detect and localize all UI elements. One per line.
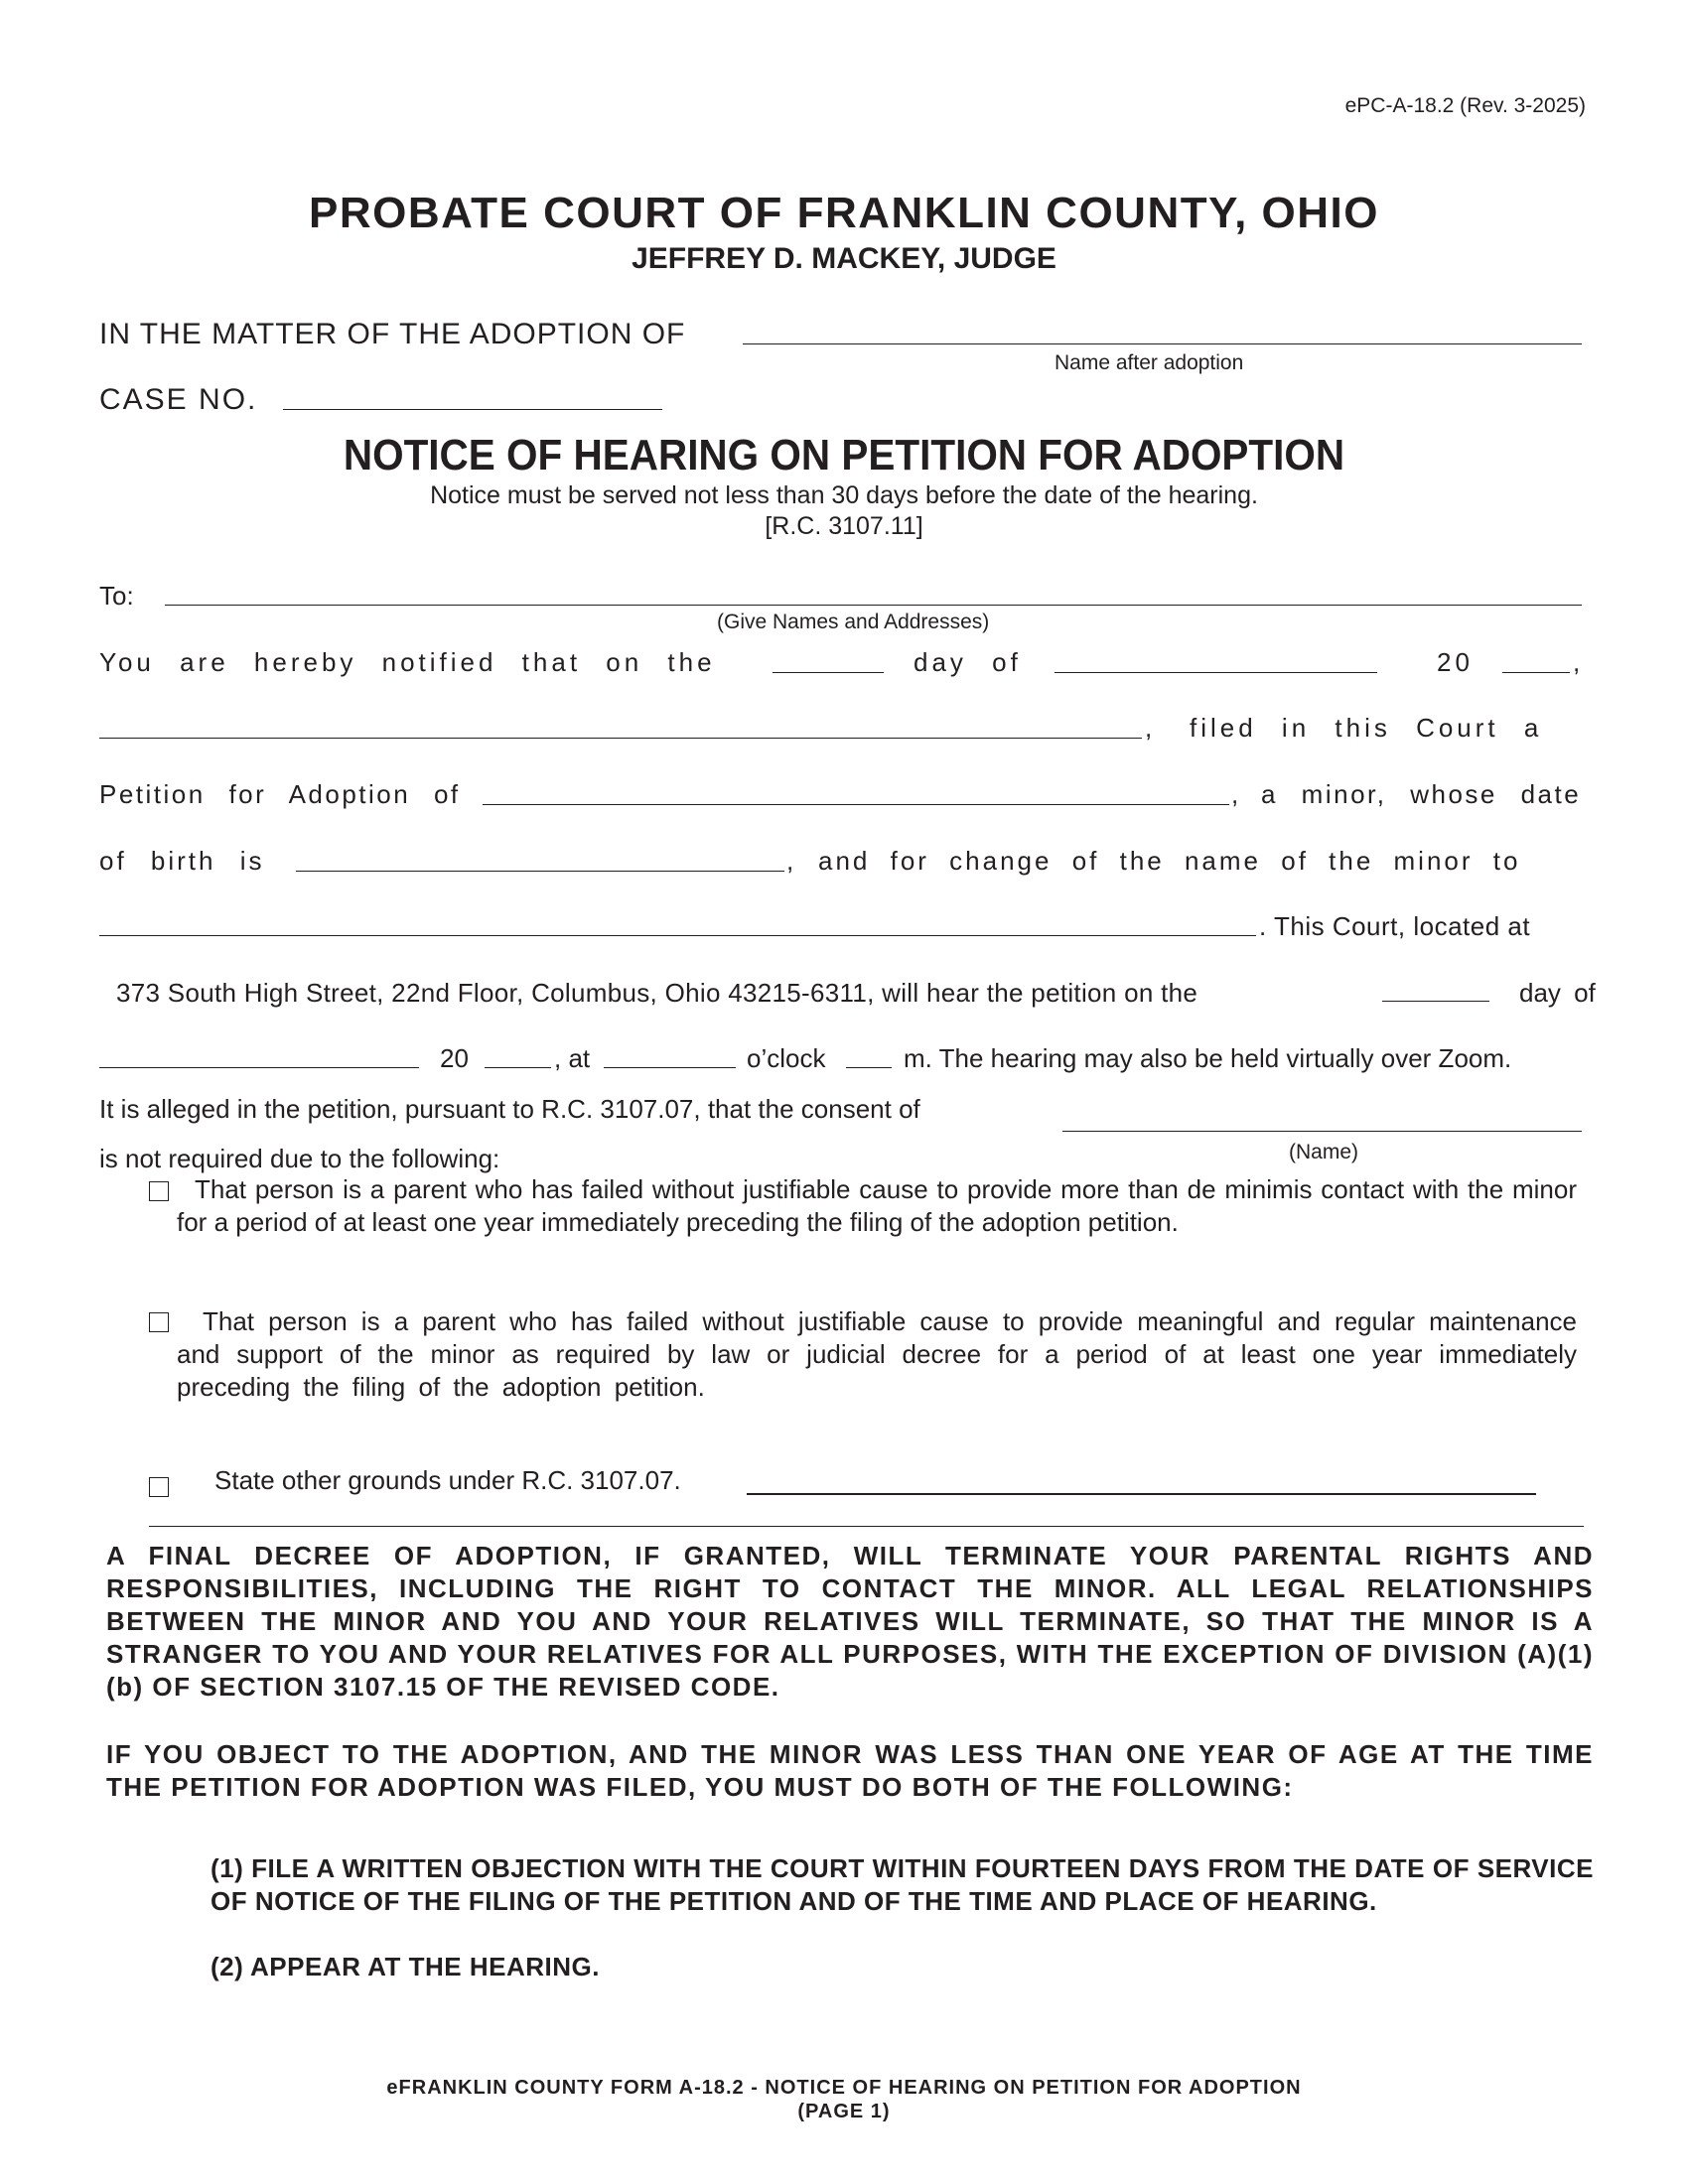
form-footer: eFRANKLIN COUNTY FORM A-18.2 - NOTICE OF HEARING ON PETITION FOR ADOPTION: [386, 2077, 1302, 2099]
ground-2-text: That person is a parent who has failed without justifiable cause to provide meaningful and regular maintenance and support of the minor as required by law or judicial decree for a period of at least one year immediately preceding the filing of the adoption petition.: [177, 1306, 1577, 1402]
notice-day-of: day of: [914, 647, 1022, 677]
adoption-name-field[interactable]: [743, 343, 1582, 344]
hearing-ampm-field[interactable]: [846, 1067, 892, 1068]
notice-line-4: of birth is: [99, 846, 265, 876]
ground-2-checkbox[interactable]: [149, 1312, 169, 1332]
ground-1-checkbox[interactable]: [149, 1181, 169, 1201]
ground-3-checkbox[interactable]: [149, 1477, 169, 1497]
form-id: ePC-A-18.2 (Rev. 3-2025): [1344, 94, 1586, 117]
notice-line-4b: and for change of the name of the minor to: [818, 846, 1521, 876]
hearing-at: , at: [554, 1043, 591, 1073]
minor-name-field[interactable]: [483, 804, 1229, 805]
notice-line-3b: a minor, whose date: [1261, 779, 1582, 809]
court-name: PROBATE COURT OF FRANKLIN COUNTY, OHIO: [309, 189, 1379, 237]
matter-label: IN THE MATTER OF THE ADOPTION OF: [99, 318, 686, 350]
form-subtitle: Notice must be served not less than 30 days before the date of the hearing.: [430, 481, 1258, 509]
consent-name-caption: (Name): [1289, 1141, 1359, 1163]
notice-day-field[interactable]: [773, 672, 884, 673]
notice-line-1: You are hereby notified that on the: [99, 647, 716, 677]
objection-step-2: (2) APPEAR AT THE HEARING.: [211, 1952, 600, 1981]
hearing-time-field[interactable]: [604, 1067, 736, 1068]
hearing-zoom-note: m. The hearing may also be held virtually over Zoom.: [904, 1043, 1512, 1073]
notice-year-field[interactable]: [1502, 672, 1570, 673]
judge-name: JEFFREY D. MACKEY, JUDGE: [632, 242, 1056, 275]
court-address: 373 South High Street, 22nd Floor, Columbus, Ohio 43215-6311, will hear the petition on the: [116, 978, 1198, 1008]
objection-step-1: (1) FILE A WRITTEN OBJECTION WITH THE COURT WITHIN FOURTEEN DAYS FROM THE DATE OF SERVICE OF NOTICE OF THE FILING OF THE PETITION AND OF THE TIME AND PLACE OF HEARING.: [211, 1853, 1594, 1916]
notice-month-field[interactable]: [1055, 672, 1377, 673]
ground-3-text: State other grounds under R.C. 3107.07.: [214, 1465, 681, 1495]
objection-warning: IF YOU OBJECT TO THE ADOPTION, AND THE MINOR WAS LESS THAN ONE YEAR OF AGE AT THE TIME THE PETITION FOR ADOPTION WAS FILED, YOU MUST DO BOTH OF THE FOLLOWING:: [106, 1739, 1594, 1802]
hearing-day-field[interactable]: [1382, 1001, 1489, 1002]
statute-reference: [R.C. 3107.11]: [765, 512, 923, 540]
hearing-year-field[interactable]: [485, 1067, 551, 1068]
divider-line: [149, 1526, 1584, 1527]
notice-comma-1: ,: [1573, 647, 1581, 677]
consent-name-field[interactable]: [1062, 1131, 1582, 1132]
matter-caption: Name after adoption: [1055, 351, 1244, 374]
consent-allegation: It is alleged in the petition, pursuant to R.C. 3107.07, that the consent of: [99, 1094, 920, 1124]
minor-comma: ,: [1231, 779, 1239, 809]
notice-year-prefix: 20: [1437, 647, 1474, 677]
notice-line-3: Petition for Adoption of: [99, 779, 461, 809]
filer-comma: ,: [1145, 713, 1153, 743]
new-name-field[interactable]: [99, 935, 1256, 936]
notice-line-2: filed in this Court a: [1190, 713, 1543, 743]
recipients-caption: (Give Names and Addresses): [717, 611, 990, 633]
not-required-text: is not required due to the following:: [99, 1144, 500, 1173]
birth-date-field[interactable]: [296, 871, 784, 872]
to-label: To:: [99, 581, 134, 611]
form-title: NOTICE OF HEARING ON PETITION FOR ADOPTION: [343, 431, 1345, 479]
other-grounds-field[interactable]: [747, 1493, 1536, 1495]
hearing-day-of: day of: [1519, 978, 1596, 1008]
notice-line-5: . This Court, located at: [1259, 911, 1531, 941]
hearing-month-field[interactable]: [99, 1067, 419, 1068]
case-number-field[interactable]: [283, 409, 662, 410]
hearing-year-prefix: 20: [440, 1043, 469, 1073]
recipients-field[interactable]: [165, 605, 1582, 606]
hearing-oclock: o’clock: [747, 1043, 826, 1073]
ground-1-text: That person is a parent who has failed without justifiable cause to provide more than de minimis contact with the minor for a period of at least one year immediately preceding the filing of the adoption petition.: [177, 1174, 1577, 1237]
termination-warning: A FINAL DECREE OF ADOPTION, IF GRANTED, WILL TERMINATE YOUR PARENTAL RIGHTS AND RESPONSIBILITIES, INCLUDING THE RIGHT TO CONTACT THE MINOR. ALL LEGAL RELATIONSHIPS BETWEEN THE MINOR AND YOU AND YOUR RELATIVES WILL TERMINATE, SO THAT THE MINOR IS A STRANGER TO YOU AND YOUR RELATIVES FOR ALL PURPOSES, WITH THE EXCEPTION OF DIVISION (A)(1)(b) OF SECTION 3107.15 OF THE REVISED CODE.: [106, 1541, 1594, 1702]
birth-comma: ,: [786, 846, 794, 876]
page-number: (PAGE 1): [797, 2101, 891, 2122]
case-label: CASE NO.: [99, 383, 258, 416]
filer-name-field[interactable]: [99, 738, 1142, 739]
